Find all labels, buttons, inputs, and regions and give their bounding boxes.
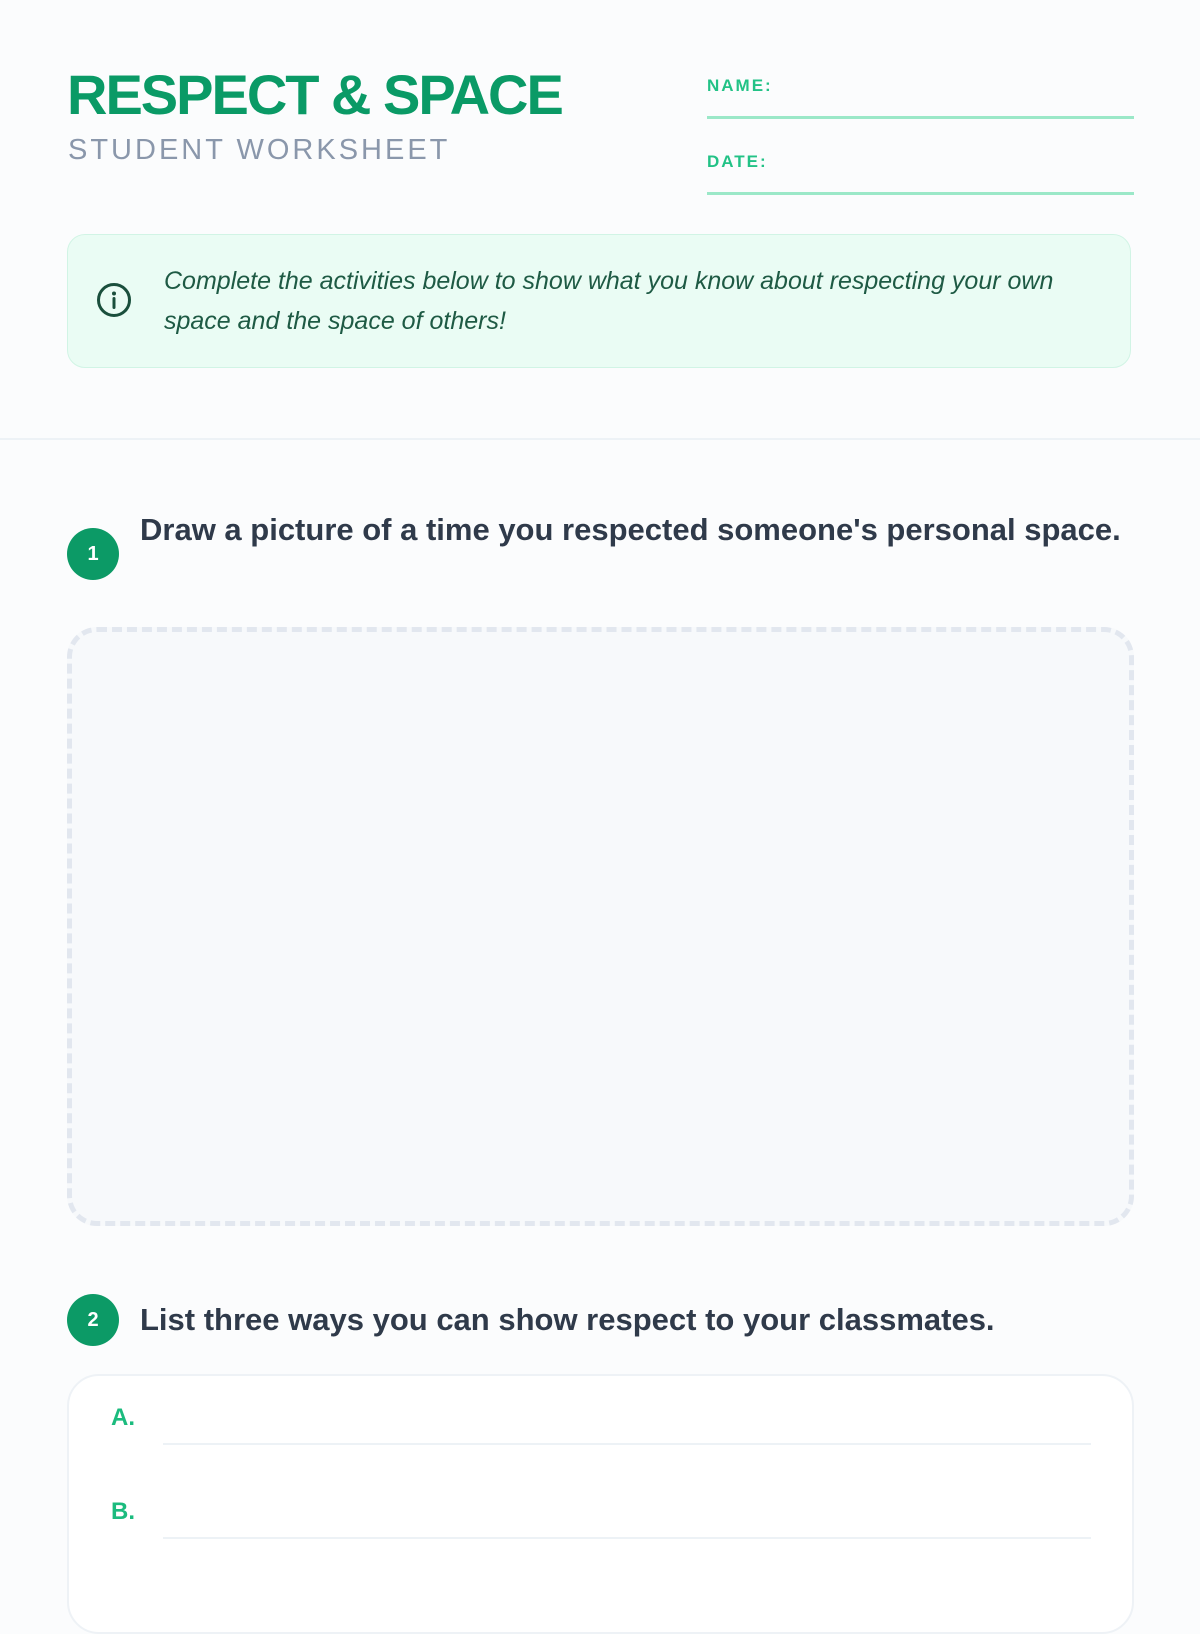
- answer-label-b: B.: [111, 1498, 135, 1525]
- question-2-number-badge: 2: [67, 1294, 119, 1346]
- answer-line-a[interactable]: [163, 1443, 1091, 1445]
- date-label: DATE:: [707, 152, 768, 171]
- answer-list-box: [67, 1374, 1134, 1634]
- answer-row-b[interactable]: [69, 1480, 1132, 1540]
- question-2-text: List three ways you can show respect to your classmates.: [140, 1302, 995, 1337]
- answer-row-a[interactable]: [69, 1386, 1132, 1446]
- answer-line-b[interactable]: [163, 1537, 1091, 1539]
- worksheet-subtitle: STUDENT WORKSHEET: [68, 134, 451, 166]
- date-field[interactable]: [707, 152, 1134, 195]
- info-icon: [96, 282, 132, 318]
- answer-label-a: A.: [111, 1404, 135, 1431]
- name-label: NAME:: [707, 76, 773, 95]
- worksheet-header: [0, 0, 1200, 440]
- question-1-text: Draw a picture of a time you respected someone's personal space.: [140, 512, 1121, 547]
- instructions-text: Complete the activities below to show what you know about respecting your own space and the space of others!: [164, 267, 1054, 335]
- worksheet-title: RESPECT & SPACE: [67, 63, 562, 126]
- name-field[interactable]: [707, 76, 1134, 119]
- instructions-box: [67, 234, 1131, 368]
- question-1-number-badge: 1: [67, 528, 119, 580]
- drawing-area[interactable]: [67, 627, 1134, 1226]
